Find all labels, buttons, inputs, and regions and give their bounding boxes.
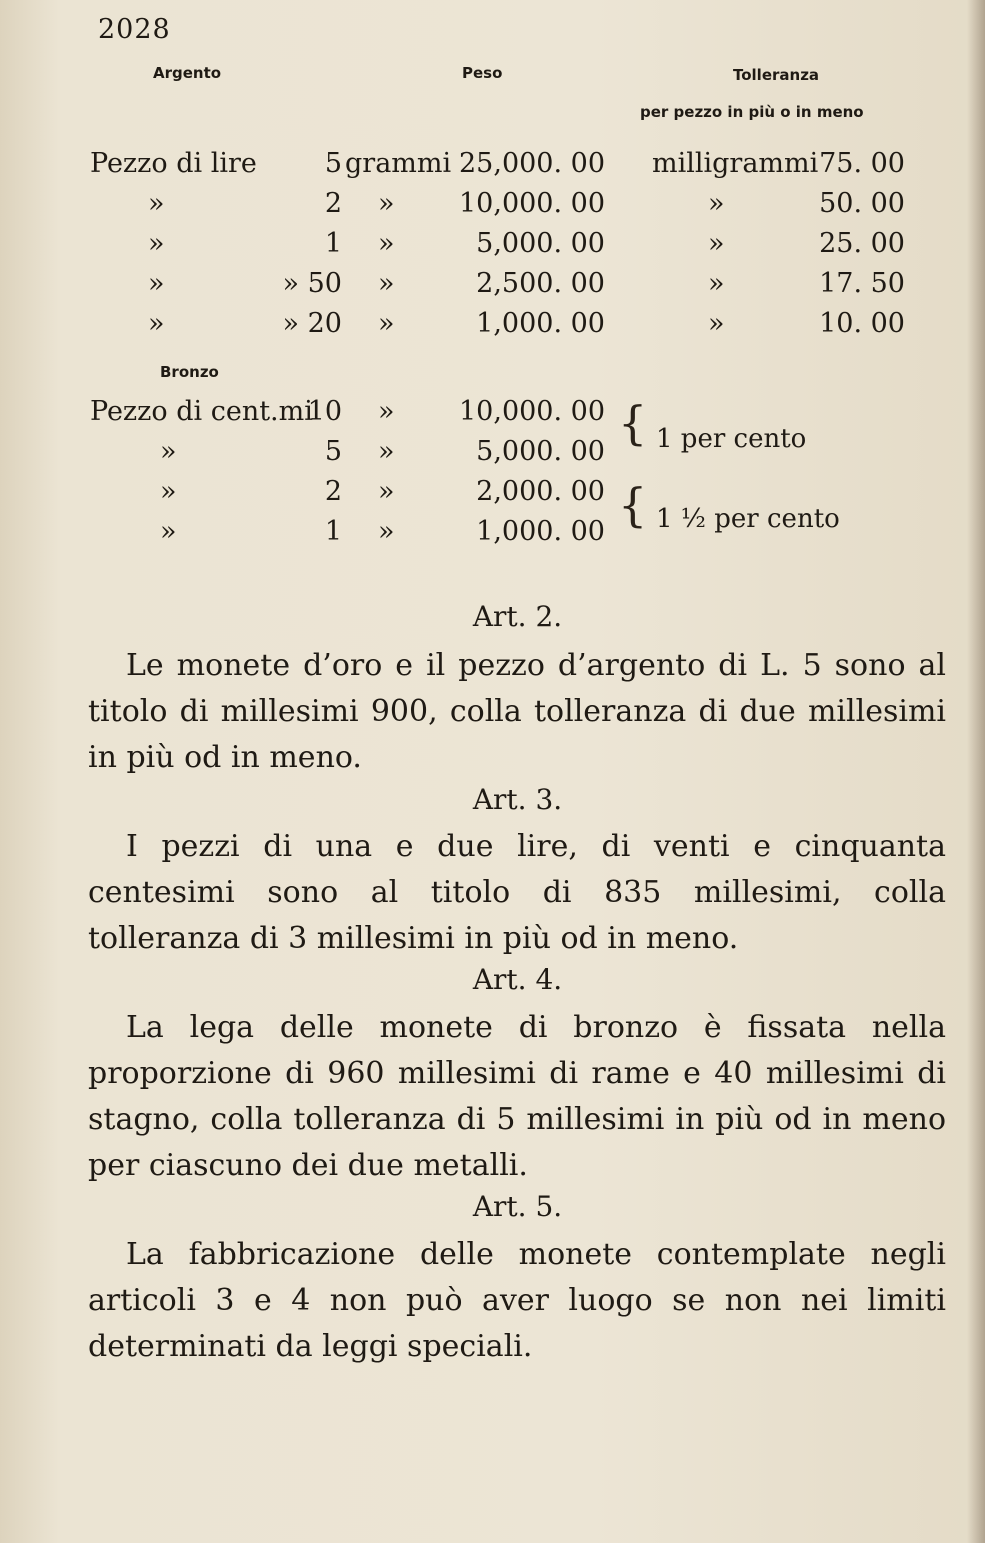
row-qty: 1 — [324, 516, 342, 547]
article-title: Art. 5. — [472, 1190, 563, 1223]
row-peso: 2,500. 00 — [476, 268, 605, 299]
header-bronzo: Bronzo — [160, 363, 219, 381]
article-title: Art. 3. — [472, 783, 563, 816]
table-row — [0, 188, 985, 228]
row-label: » — [160, 436, 177, 467]
article-text — [88, 824, 946, 962]
row-peso: 5,000. 00 — [476, 228, 605, 259]
row-tol-unit: milligrammi — [652, 148, 819, 179]
row-label: » — [148, 188, 165, 219]
article-body: La fabbricazione delle monete contemplate negli articoli 3 e 4 non può aver luogo se non nei limiti determinati da leggi speciali. — [88, 1237, 946, 1364]
header-tolleranza-sub: per pezzo in più o in meno — [640, 103, 864, 121]
row-label: » — [160, 516, 177, 547]
row-label: » — [148, 268, 165, 299]
bronze-tolerance-2: 1 ½ per cento — [656, 504, 840, 534]
row-peso: 5,000. 00 — [476, 436, 605, 467]
row-tol: 25. 00 — [819, 228, 905, 259]
article-text — [88, 643, 946, 781]
row-tol-unit: » — [708, 268, 725, 299]
row-qty: 5 — [324, 436, 342, 467]
row-peso: 1,000. 00 — [476, 516, 605, 547]
table-row — [0, 308, 985, 348]
table-row — [0, 396, 985, 436]
article-title: Art. 4. — [472, 963, 563, 996]
row-unit: » — [378, 228, 395, 259]
row-tol-unit: » — [708, 228, 725, 259]
table-row — [0, 148, 985, 188]
row-label: Pezzo di lire — [90, 148, 257, 179]
row-peso: 10,000. 00 — [459, 188, 605, 219]
row-unit: » — [378, 308, 395, 339]
brace-icon: { — [618, 396, 648, 450]
row-unit: » — [378, 188, 395, 219]
row-label: Pezzo di cent.mi — [90, 396, 313, 427]
row-tol: 17. 50 — [819, 268, 905, 299]
article-text — [88, 1232, 946, 1370]
row-qty: » 20 — [282, 308, 342, 339]
row-unit: » — [378, 516, 395, 547]
row-unit: » — [378, 476, 395, 507]
row-peso: 1,000. 00 — [476, 308, 605, 339]
row-tol: 50. 00 — [819, 188, 905, 219]
row-label: » — [160, 476, 177, 507]
article-title: Art. 2. — [472, 600, 563, 633]
page-number: 2028 — [98, 14, 171, 45]
header-tolleranza: Tolleranza — [733, 66, 820, 84]
brace-icon: { — [618, 478, 648, 532]
header-argento: Argento — [153, 64, 222, 82]
row-qty: » 50 — [282, 268, 342, 299]
header-peso: Peso — [462, 64, 503, 82]
table-row — [0, 436, 985, 476]
article-body: Le monete d’oro e il pezzo d’argento di L. 5 sono al titolo di millesimi 900, colla tolleranza di due millesimi in più od in meno. — [88, 648, 946, 775]
row-qty: 2 — [324, 188, 342, 219]
row-qty: 5 — [324, 148, 342, 179]
row-label: » — [148, 228, 165, 259]
table-row — [0, 228, 985, 268]
row-qty: 10 — [307, 396, 342, 427]
row-peso: 10,000. 00 — [459, 396, 605, 427]
article-body: La lega delle monete di bronzo è fissata nella proporzione di 960 millesimi di rame e 40 millesimi di stagno, colla tolleranza di 5 millesimi in più od in meno per ciascuno dei due metalli. — [88, 1010, 946, 1183]
row-unit: » — [378, 268, 395, 299]
row-unit: grammi — [345, 148, 452, 179]
row-tol-unit: » — [708, 188, 725, 219]
row-tol-unit: » — [708, 308, 725, 339]
table-row — [0, 268, 985, 308]
article-text — [88, 1005, 946, 1189]
row-unit: » — [378, 436, 395, 467]
article-body: I pezzi di una e due lire, di venti e cinquanta centesimi sono al titolo di 835 millesimi, colla tolleranza di 3 millesimi in più od in meno. — [88, 829, 946, 956]
row-unit: » — [378, 396, 395, 427]
row-label: » — [148, 308, 165, 339]
row-peso: 2,000. 00 — [476, 476, 605, 507]
row-tol: 10. 00 — [819, 308, 905, 339]
bronze-tolerance-1: 1 per cento — [656, 424, 807, 454]
row-tol: 75. 00 — [819, 148, 905, 179]
row-peso: 25,000. 00 — [459, 148, 605, 179]
row-qty: 1 — [324, 228, 342, 259]
row-qty: 2 — [324, 476, 342, 507]
